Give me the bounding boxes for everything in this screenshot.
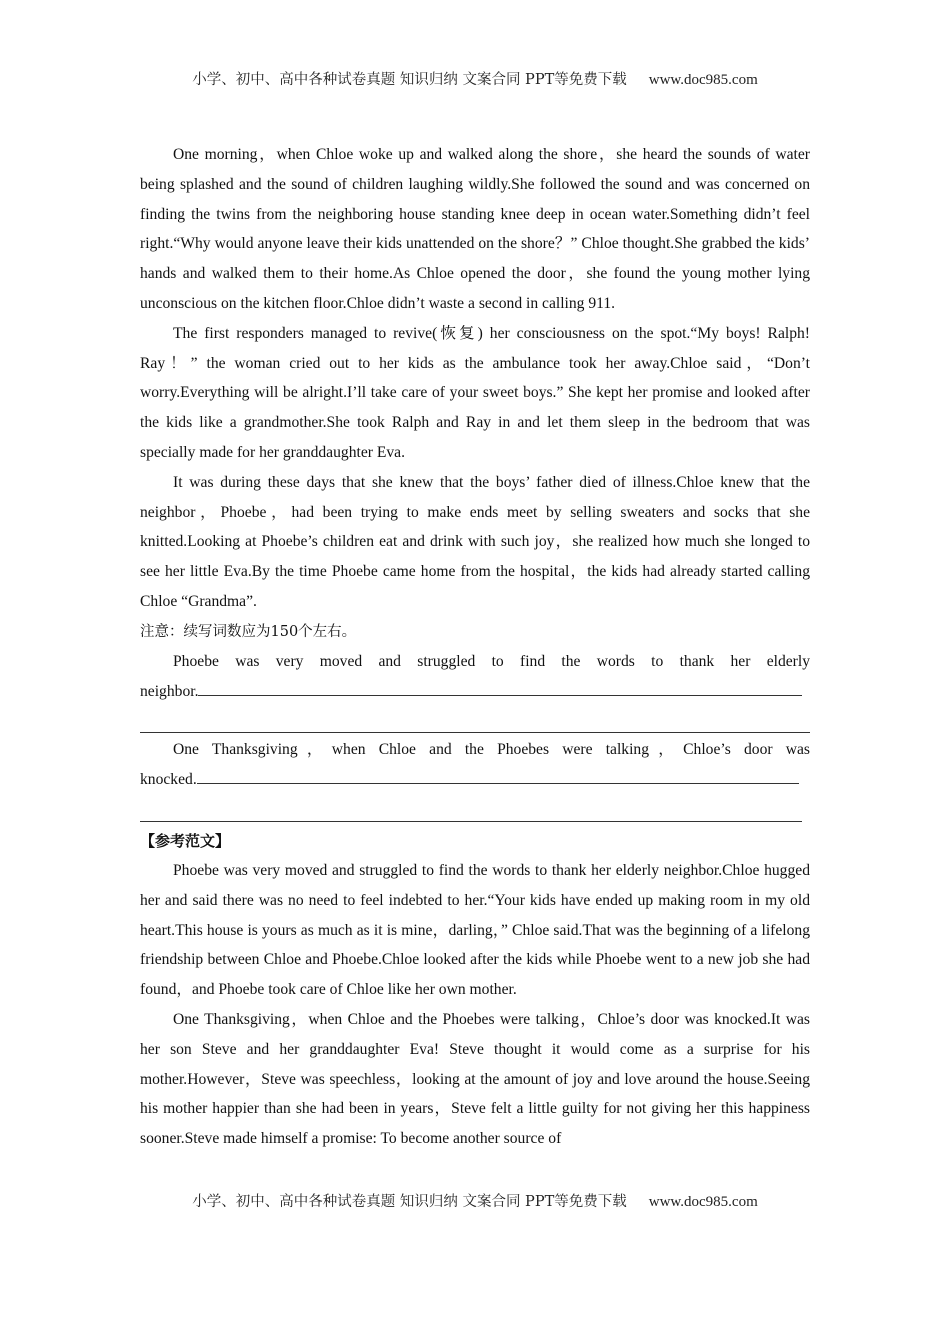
page-footer bbox=[0, 1190, 950, 1211]
answer-blank-2a[interactable] bbox=[197, 767, 799, 784]
continuation-prompt-2 bbox=[140, 735, 810, 822]
story-paragraph-2: The first responders managed to revive(恢复) her consciousness on the spot.“My boys! Ralph! Ray！” the woman cried out to her kids as the ambulance took her away.Chloe said，“Don’t worry.Everything will be alright.I’ll take care of your sweet boys.” She kept her promise and looked after the kids like a grandmother.She took Ralph and Ray in and let them sleep in the bedroom that was specially made for her granddaughter Eva. bbox=[140, 324, 810, 461]
footer-url[interactable]: www.doc985.com bbox=[648, 1194, 758, 1210]
answer-blank-1b[interactable] bbox=[140, 706, 810, 733]
prompt-2-line-2 bbox=[140, 765, 810, 795]
main-content bbox=[140, 140, 810, 1154]
prompt-1-line-2 bbox=[140, 677, 810, 707]
story-paragraph-3: It was during these days that she knew that the boys’ father died of illness.Chloe knew that the neighbor，Phoebe，had been trying to make ends meet by selling sweaters and socks that she knitted.Looking at Phoebe’s children eat and drink with such joy，she realized how much she longed to see her little Eva.By the time Phoebe came home from the hospital，the kids had already started calling Chloe “Grandma”. bbox=[140, 473, 810, 610]
prompt-1-line-1: Phoebe was very moved and struggled to find the words to thank her elderly bbox=[173, 652, 810, 670]
reference-paragraph-2: One Thanksgiving，when Chloe and the Phoebes were talking，Chloe’s door was knocked.It was her son Steve and her granddaughter Eva! Steve thought it would come as a surprise for his mother.However，Steve was speechless，looking at the amount of joy and love around the house.Seeing his mother happier than she had been in years，Steve felt a little guilty for not giving her this happiness sooner.Steve made himself a promise: To become another source of bbox=[140, 1010, 810, 1148]
page-header bbox=[0, 68, 950, 89]
reference-title: 【参考范文】 bbox=[140, 831, 231, 850]
prompt-2-line-1: One Thanksgiving，when Chloe and the Phoebes were talking，Chloe’s door was bbox=[173, 741, 810, 759]
answer-blank-1a[interactable] bbox=[198, 679, 802, 696]
story-paragraph-1: One morning，when Chloe woke up and walked along the shore，she heard the sounds of water being splashed and the sound of children laughing wildly.She followed the sound and was concerned on finding the twins from the neighboring house standing knee deep in ocean water.Something didn’t feel right.“Why would anyone leave their kids unattended on the shore？” Chloe thought.She grabbed the kids’ hands and walked them to their home.As Chloe opened the door，she found the young mother lying unconscious on the kitchen floor.Chloe didn’t waste a second in calling 911. bbox=[140, 146, 810, 312]
header-url[interactable]: www.doc985.com bbox=[648, 72, 758, 88]
prompt-1-start: neighbor. bbox=[140, 682, 199, 700]
continuation-prompt-1 bbox=[140, 647, 810, 734]
word-count-note: 注意：续写词数应为150个左右。 bbox=[140, 623, 357, 640]
footer-text: 小学、初中、高中各种试卷真题 知识归纳 文案合同 PPT等免费下载 bbox=[192, 1194, 627, 1210]
header-text: 小学、初中、高中各种试卷真题 知识归纳 文案合同 PPT等免费下载 bbox=[192, 72, 627, 88]
answer-blank-2b[interactable] bbox=[140, 795, 802, 822]
prompt-2-start: knocked. bbox=[140, 771, 197, 789]
reference-paragraph-1: Phoebe was very moved and struggled to find the words to thank her elderly neighbor.Chloe hugged her and said there was no need to feel indebted to her.“Your kids have ended up making room in my old heart.This house is yours as much as it is mine，darling，” Chloe said.That was the beginning of a lifelong friendship between Chloe and Phoebe.Chloe looked after the kids while Phoebe went to a new job she had found，and Phoebe took care of Chloe like her own mother. bbox=[140, 861, 810, 999]
